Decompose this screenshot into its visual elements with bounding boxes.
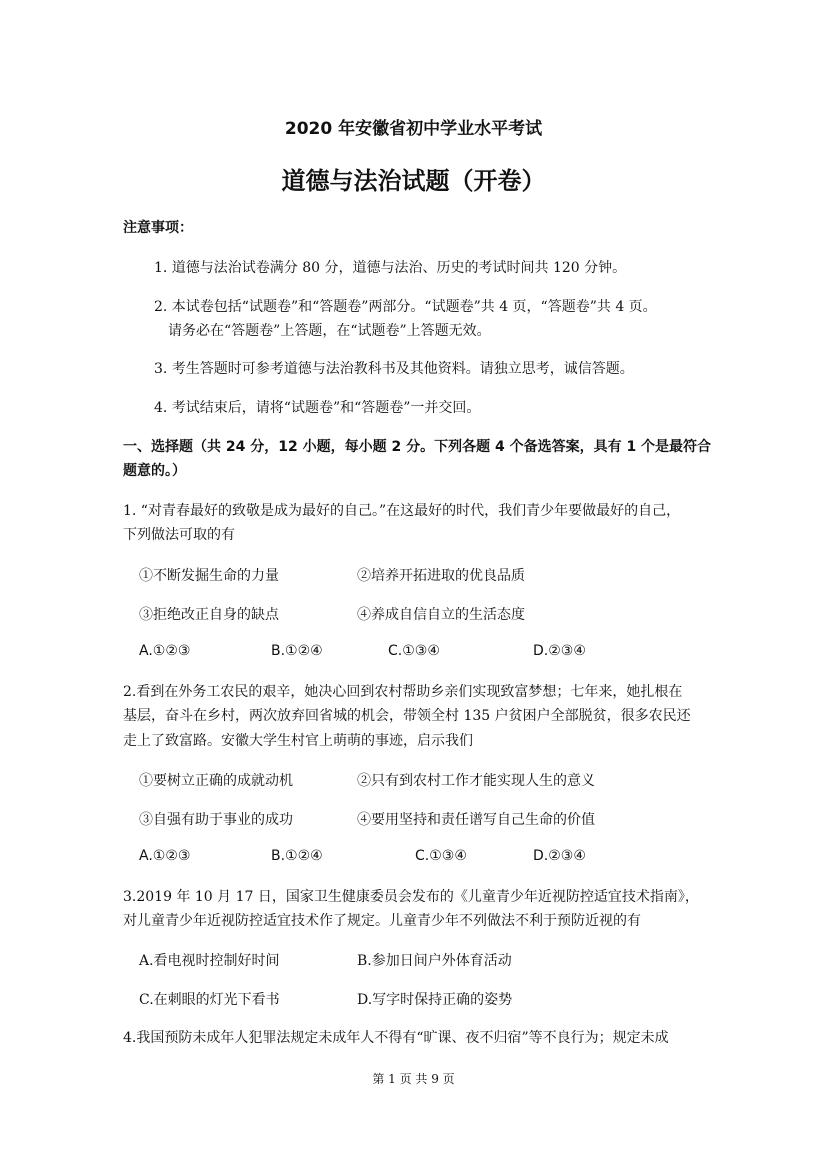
- notice-item-2: 2. 本试卷包括“试题卷”和“答题卷”两部分。“试题卷”共 4 页，“答题卷”共 4 页。: [154, 299, 657, 315]
- question-3-stem: 3.2019 年 10 月 17 日，国家卫生健康委员会发布的《儿童青少年近视防控适宜技术指南》，: [123, 889, 699, 905]
- question-3-choice-a: A.看电视时控制好时间: [139, 953, 280, 969]
- notice-item-3: 3. 考生答题时可参考道德与法治教科书及其他资料。请独立思考，诚信答题。: [154, 361, 634, 377]
- notice-item-1: 1. 道德与法治试卷满分 80 分，道德与法治、历史的考试时间共 120 分钟。: [154, 260, 627, 276]
- question-1-choice-b: B.①②④: [271, 643, 323, 659]
- question-2-stem-cont-2: 走上了致富路。安徽大学生村官上萌萌的事迹，启示我们: [123, 733, 473, 749]
- question-3-stem-cont: 对儿童青少年近视防控适宜技术作了规定。儿童青少年不列做法不利于预防近视的有: [123, 913, 641, 929]
- page-footer: 第 1 页 共 9 页: [372, 1072, 455, 1086]
- notice-heading: 注意事项：: [123, 220, 193, 236]
- question-2-choice-a: A.①②③: [139, 848, 191, 864]
- question-3-choice-d: D.写字时保持正确的姿势: [357, 992, 513, 1008]
- question-1-choice-c: C.①③④: [388, 643, 440, 659]
- notice-item-4: 4. 考试结束后，请将“试题卷”和“答题卷”一并交回。: [154, 400, 481, 416]
- question-3-choice-c: C.在刺眼的灯光下看书: [139, 992, 280, 1008]
- question-1-statement-2: ②培养开拓进取的优良品质: [357, 568, 525, 584]
- section-heading: 一、选择题（共 24 分，12 小题，每小题 2 分。下列各题 4 个备选答案，具有 1 个是最符合: [123, 439, 712, 455]
- question-3-choice-b: B.参加日间户外体育活动: [357, 953, 512, 969]
- question-2-choice-b: B.①②④: [271, 848, 323, 864]
- question-1-stem-cont: 下列做法可取的有: [123, 527, 235, 543]
- question-2-choice-d: D.②③④: [533, 848, 586, 864]
- question-2-statement-3: ③自强有助于事业的成功: [139, 812, 293, 828]
- question-1-statement-1: ①不断发掘生命的力量: [139, 568, 279, 584]
- question-1-choice-a: A.①②③: [139, 643, 191, 659]
- question-2-stem: 2.看到在外务工农民的艰辛，她决心回到农村帮助乡亲们实现致富梦想；七年来，她扎根在: [123, 684, 683, 700]
- question-4-stem: 4.我国预防未成年人犯罪法规定未成年人不得有“旷课、夜不归宿”等不良行为；规定未成: [123, 1030, 669, 1046]
- question-1-stem: 1. “对青春最好的致敬是成为最好的自己。”在这最好的时代，我们青少年要做最好的自己，: [123, 503, 681, 519]
- question-1-statement-3: ③拒绝改正自身的缺点: [139, 607, 279, 623]
- paper-title: 道德与法治试题（开卷）: [281, 167, 546, 195]
- exam-line: 2020 年安徽省初中学业水平考试: [284, 119, 543, 139]
- question-2-stem-cont-1: 基层，奋斗在乡村，两次放弃回省城的机会，带领全村 135 户贫困户全部脱贫，很多农民还: [123, 708, 691, 724]
- section-heading-cont: 题意的。）: [123, 463, 186, 479]
- question-1-statement-4: ④养成自信自立的生活态度: [357, 607, 525, 623]
- notice-item-2-cont: 请务必在“答题卷”上答题，在“试题卷”上答题无效。: [168, 323, 491, 339]
- question-2-statement-1: ①要树立正确的成就动机: [139, 773, 293, 789]
- question-2-statement-2: ②只有到农村工作才能实现人生的意义: [357, 773, 595, 789]
- question-1-choice-d: D.②③④: [533, 643, 586, 659]
- question-2-statement-4: ④要用坚持和责任谱写自己生命的价值: [357, 812, 595, 828]
- question-2-choice-c: C.①③④: [415, 848, 467, 864]
